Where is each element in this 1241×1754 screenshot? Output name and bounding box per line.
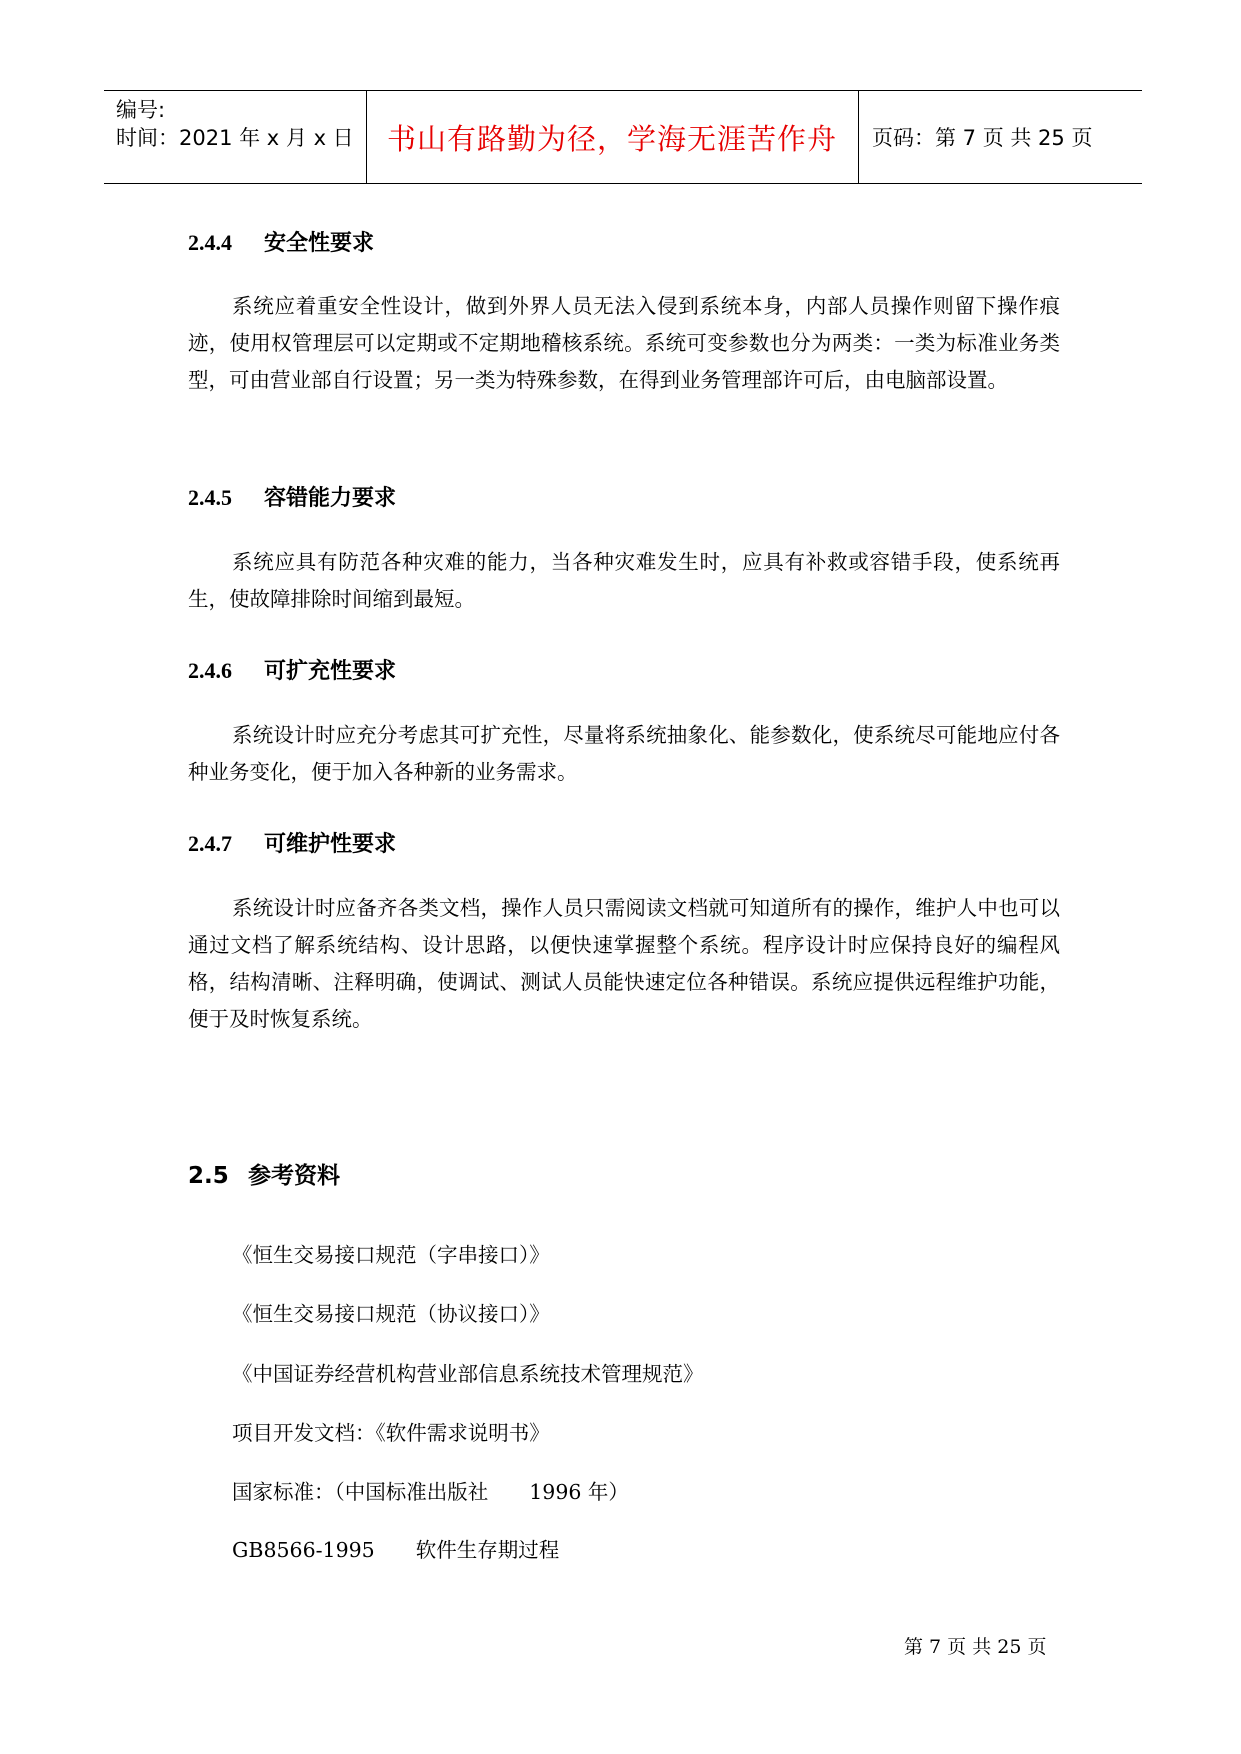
reference-item: 《中国证券经营机构营业部信息系统技术管理规范》 bbox=[232, 1362, 704, 1386]
references-heading bbox=[188, 1157, 340, 1190]
section-title: 可维护性要求 bbox=[264, 831, 397, 857]
section-number: 2.4.7 bbox=[188, 831, 232, 856]
section-heading bbox=[188, 654, 396, 685]
page-header bbox=[104, 90, 1142, 184]
section-body: 系统设计时应充分考虑其可扩充性，尽量将系统抽象化、能参数化，使系统尽可能地应付各种业务变化，便于加入各种新的业务需求。 bbox=[188, 723, 1060, 784]
section-heading bbox=[188, 827, 396, 858]
section-number: 2.4.5 bbox=[188, 485, 232, 510]
section-title: 可扩充性要求 bbox=[264, 658, 397, 684]
references-title: 参考资料 bbox=[248, 1163, 340, 1189]
references-number: 2.5 bbox=[188, 1163, 229, 1189]
time-label: 时间：2021 年 x 月 x 日 bbox=[116, 126, 354, 150]
page-footer: 第 7 页 共 25 页 bbox=[904, 1636, 1047, 1658]
reference-item: 《恒生交易接口规范（协议接口）》 bbox=[232, 1302, 550, 1326]
section-body: 系统应具有防范各种灾难的能力，当各种灾难发生时，应具有补救或容错手段，使系统再生，使故障排除时间缩到最短。 bbox=[188, 550, 1060, 611]
reference-item: 项目开发文档：《软件需求说明书》 bbox=[232, 1421, 550, 1445]
section-heading bbox=[188, 481, 396, 512]
reference-item: 《恒生交易接口规范（字串接口）》 bbox=[232, 1243, 550, 1267]
section-heading bbox=[188, 226, 374, 257]
header-page-label: 页码：第 7 页 共 25 页 bbox=[872, 126, 1093, 150]
section-number: 2.4.4 bbox=[188, 230, 232, 255]
section-number: 2.4.6 bbox=[188, 658, 232, 683]
header-motto: 书山有路勤为径，学海无涯苦作舟 bbox=[386, 121, 837, 156]
section-title: 安全性要求 bbox=[264, 230, 375, 256]
section-body: 系统应着重安全性设计，做到外界人员无法入侵到系统本身，内部人员操作则留下操作痕迹，使用权管理层可以定期或不定期地稽核系统。系统可变参数也分为两类：一类为标准业务类型，可由营业部自行设置；另一类为特殊参数，在得到业务管理部许可后，由电脑部设置。 bbox=[188, 294, 1060, 392]
reference-item: 国家标准：（中国标准出版社 1996 年） bbox=[232, 1480, 629, 1504]
section-title: 容错能力要求 bbox=[264, 485, 397, 511]
reference-item: GB8566-1995 软件生存期过程 bbox=[232, 1538, 560, 1562]
serial-label: 编号: bbox=[116, 98, 166, 122]
section-body: 系统设计时应备齐各类文档，操作人员只需阅读文档就可知道所有的操作，维护人中也可以通过文档了解系统结构、设计思路，以便快速掌握整个系统。程序设计时应保持良好的编程风格，结构清晰、注释明确，使调试、测试人员能快速定位各种错误。系统应提供远程维护功能，便于及时恢复系统。 bbox=[188, 896, 1060, 1031]
